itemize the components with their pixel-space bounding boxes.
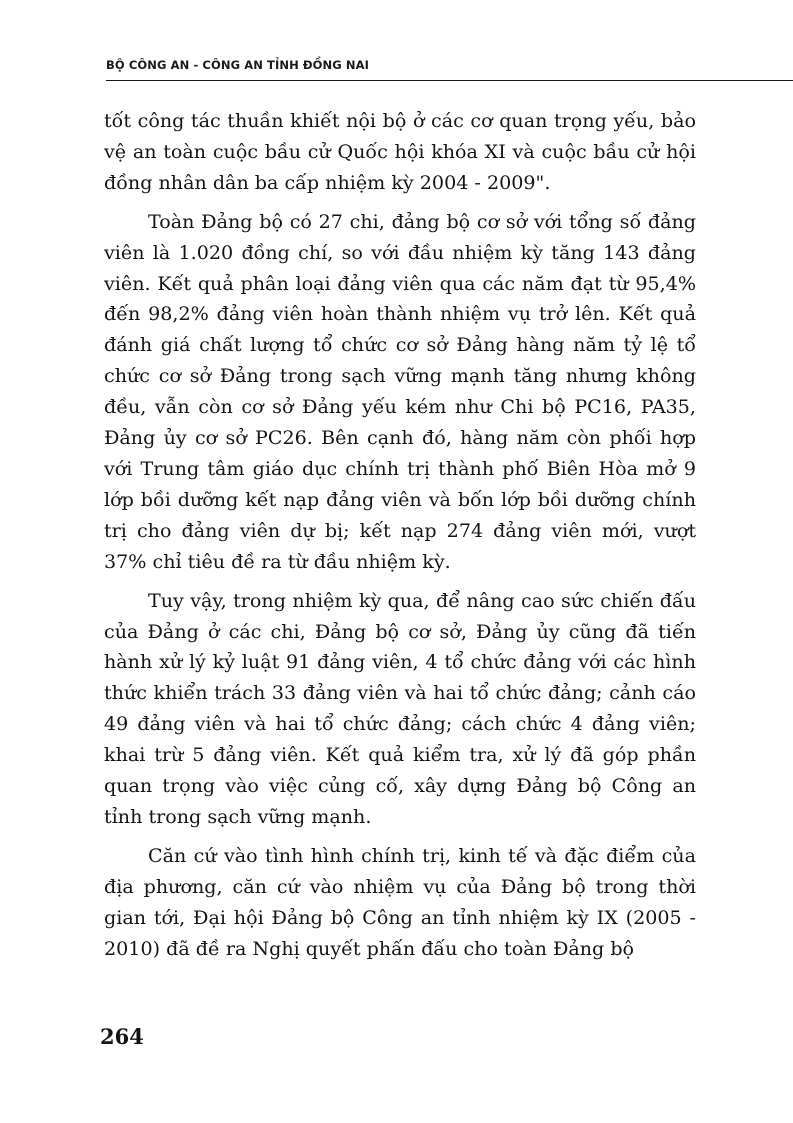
body-text <box>104 106 696 964</box>
paragraph-continued: tốt công tác thuần khiết nội bộ ở các cơ quan trọng yếu, bảo vệ an toàn cuộc bầu cử Quốc hội khóa XI và cuộc bầu cử hội đồng nhân dân ba cấp nhiệm kỳ 2004 - 2009". <box>104 109 696 194</box>
paragraph-party-statistics: Toàn Đảng bộ có 27 chi, đảng bộ cơ sở với tổng số đảng viên là 1.020 đồng chí, so với đầu nhiệm kỳ tăng 143 đảng viên. Kết quả phân loại đảng viên qua các năm đạt từ 95,4% đến 98,2% đảng viên hoàn thành nhiệm vụ trở lên. Kết quả đánh giá chất lượng tổ chức cơ sở Đảng hàng năm tỷ lệ tổ chức cơ sở Đảng trong sạch vững mạnh tăng nhưng không đều, vẫn còn cơ sở Đảng yếu kém như Chi bộ PC16, PA35, Đảng ủy cơ sở PC26. Bên cạnh đó, hàng năm còn phối hợp với Trung tâm giáo dục chính trị thành phố Biên Hòa mở 9 lớp bồi dưỡng kết nạp đảng viên và bốn lớp bồi dưỡng chính trị cho đảng viên dự bị; kết nạp 274 đảng viên mới, vượt 37% chỉ tiêu đề ra từ đầu nhiệm kỳ. <box>104 209 696 573</box>
paragraph-discipline: Tuy vậy, trong nhiệm kỳ qua, để nâng cao sức chiến đấu của Đảng ở các chi, Đảng bộ cơ sở, Đảng ủy cũng đã tiến hành xử lý kỷ luật 91 đảng viên, 4 tổ chức đảng với các hình thức khiển trách 33 đảng viên và hai tổ chức đảng; cảnh cáo 49 đảng viên và hai tổ chức đảng; cách chức 4 đảng viên; khai trừ 5 đảng viên. Kết quả kiểm tra, xử lý đã góp phần quan trọng vào việc củng cố, xây dựng Đảng bộ Công an tỉnh trong sạch vững mạnh. <box>104 588 696 828</box>
paragraph-resolution: Căn cứ vào tình hình chính trị, kinh tế và đặc điểm của địa phương, căn cứ vào nhiệm vụ của Đảng bộ trong thời gian tới, Đại hội Đảng bộ Công an tỉnh nhiệm kỳ IX (2005 - 2010) đã đề ra Nghị quyết phấn đấu cho toàn Đảng bộ <box>104 843 696 960</box>
header-divider <box>106 80 793 81</box>
running-header: BỘ CÔNG AN - CÔNG AN TỈNH ĐỒNG NAI <box>106 58 370 72</box>
page-number: 264 <box>100 1024 144 1049</box>
